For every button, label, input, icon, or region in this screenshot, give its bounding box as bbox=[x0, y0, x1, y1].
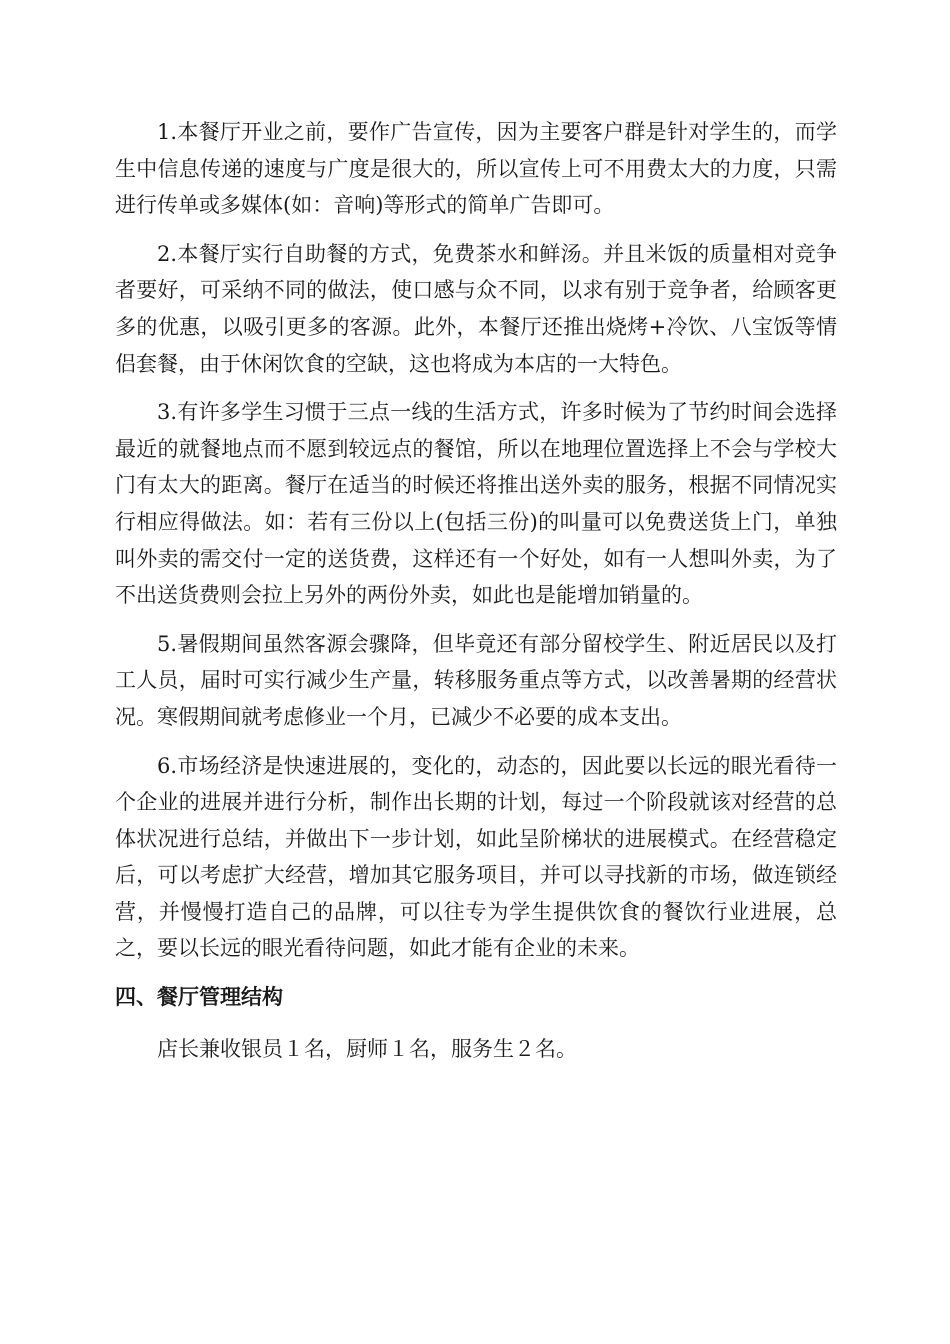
paragraph-buffet: 2.本餐厅实行自助餐的方式，免费茶水和鲜汤。并且米饭的质量相对竞争者要好，可采纳不同的做法，使口感与众不同，以求有别于竞争者，给顾客更多的优惠，以吸引更多的客源。此外，本餐厅还推出烧烤+冷饮、八宝饭等情侣套餐，由于休闲饮食的空缺，这也将成为本店的一大特色。 bbox=[115, 241, 837, 376]
paragraph-advertising: 1.本餐厅开业之前，要作广告宣传，因为主要客户群是针对学生的，而学生中信息传递的速度与广度是很大的，所以宣传上可不用费太大的力度，只需进行传单或多媒体(如：音响)等形式的简单广告即可。 bbox=[115, 120, 837, 218]
paragraph-market-development: 6.市场经济是快速进展的，变化的，动态的，因此要以长远的眼光看待一个企业的进展并进行分析，制作出长期的计划，每过一个阶段就该对经营的总体状况进行总结，并做出下一步计划，如此呈阶梯状的进展模式。在经营稳定后，可以考虑扩大经营，增加其它服务项目，并可以寻找新的市场，做连锁经营，并慢慢打造自己的品牌，可以往专为学生提供饮食的餐饮行业进展，总之，要以长远的眼光看待问题，如此才能有企业的未来。 bbox=[115, 753, 837, 961]
paragraph-location-delivery: 3.有许多学生习惯于三点一线的生活方式，许多时候为了节约时间会选择最近的就餐地点而不愿到较远点的餐馆，所以在地理位置选择上不会与学校大门有太大的距离。餐厅在适当的时候还将推出送外卖的服务，根据不同情况实行相应得做法。如：若有三份以上(包括三份)的叫量可以免费送货上门，单独叫外卖的需交付一定的送货费，这样还有一个好处，如有一人想叫外卖，为了不出送货费则会拉上另外的两份外卖，如此也是能增加销量的。 bbox=[115, 400, 837, 608]
document-page bbox=[115, 114, 837, 1068]
section-heading: 四、餐厅管理结构 bbox=[115, 985, 283, 1010]
paragraph-summer-vacation: 5.暑假期间虽然客源会骤降，但毕竟还有部分留校学生、附近居民以及打工人员，届时可实行减少生产量，转移服务重点等方式，以改善暑期的经营状况。寒假期间就考虑修业一个月，已减少不必要的成本支出。 bbox=[115, 631, 837, 729]
staff-paragraph: 店长兼收银员１名，厨师１名，服务生２名。 bbox=[157, 1037, 577, 1062]
